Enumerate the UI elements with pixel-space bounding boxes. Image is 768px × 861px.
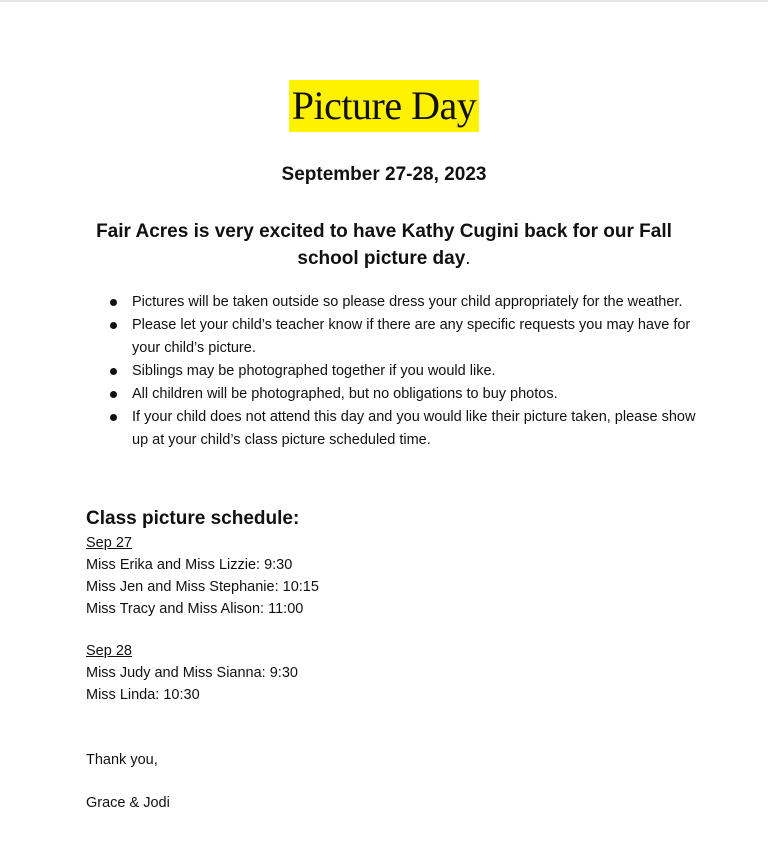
bullet-item (104, 406, 704, 452)
schedule-day-sep-28 (86, 640, 686, 706)
schedule-entry: Miss Linda: 10:30 (86, 687, 200, 703)
schedule-heading: Class picture schedule: (86, 508, 300, 529)
bullet-icon (110, 299, 117, 306)
page-title: Picture Day (289, 80, 479, 132)
title-container (0, 80, 768, 132)
bullet-text: Pictures will be taken outside so please dress your child appropriately for the weather. (132, 294, 683, 310)
bullet-icon (110, 368, 117, 375)
bullet-text: Please let your child’s teacher know if there are any specific requests you may have for your child’s picture. (132, 317, 691, 356)
class-schedule (86, 506, 686, 706)
closing-text: Thank you, (86, 752, 158, 768)
bullet-item (104, 291, 704, 314)
day-label: Sep 27 (86, 535, 132, 551)
bullet-text: If your child does not attend this day and you would like their picture taken, please show up at your child’s class picture scheduled time. (132, 409, 696, 448)
bullet-text: All children will be photographed, but no obligations to buy photos. (132, 386, 558, 402)
signature: Grace & Jodi (86, 795, 170, 811)
intro-text (70, 218, 698, 272)
intro-period: . (465, 248, 471, 269)
intro-main: Fair Acres is very excited to have Kathy Cugini back for our Fall school picture day (96, 221, 672, 269)
schedule-entry: Miss Tracy and Miss Alison: 11:00 (86, 601, 304, 617)
event-date: September 27-28, 2023 (281, 164, 487, 185)
bullet-text: Siblings may be photographed together if you would like. (132, 363, 496, 379)
bullet-item (104, 360, 704, 383)
day-label: Sep 28 (86, 643, 132, 659)
top-divider (0, 0, 768, 2)
schedule-entry: Miss Judy and Miss Sianna: 9:30 (86, 665, 298, 681)
bullet-icon (110, 414, 117, 421)
bullet-item (104, 314, 704, 360)
schedule-day-sep-27 (86, 532, 686, 620)
schedule-entry: Miss Erika and Miss Lizzie: 9:30 (86, 557, 293, 573)
bullet-icon (110, 322, 117, 329)
bullet-icon (110, 391, 117, 398)
bullet-item (104, 383, 704, 406)
info-bullet-list (104, 291, 704, 452)
schedule-entry: Miss Jen and Miss Stephanie: 10:15 (86, 579, 319, 595)
